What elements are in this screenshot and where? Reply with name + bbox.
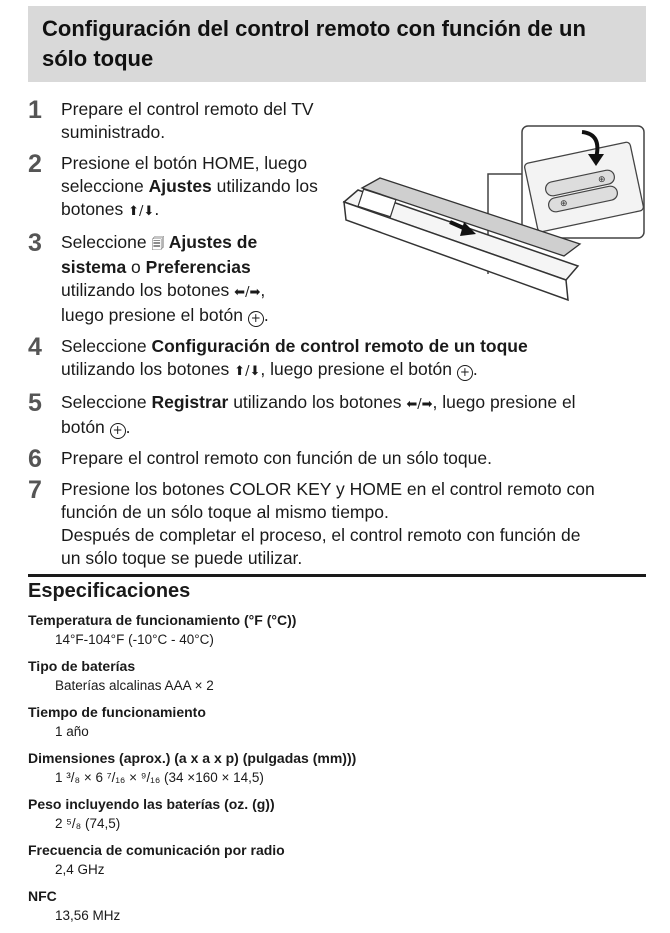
up-down-arrows-icon: ⬆/⬇	[234, 364, 261, 379]
step-text: seleccione Ajustes utilizando los	[61, 176, 318, 196]
step-number: 3	[28, 229, 42, 257]
step-text: sistema o Preferencias	[61, 257, 251, 277]
step-text: Seleccione 🗐 Ajustes de	[61, 232, 258, 252]
up-down-arrows-icon: ⬆/⬇	[128, 204, 155, 219]
step-text: Prepare el control remoto del TV	[61, 99, 314, 119]
step-text: un sólo toque se puede utilizar.	[61, 548, 303, 568]
step-text: luego presione el botón + .	[61, 305, 269, 325]
step-1	[28, 98, 648, 144]
enter-button-icon: +	[457, 365, 473, 381]
spec-item	[28, 748, 646, 788]
spec-label: Peso incluyendo las baterías (oz. (g))	[28, 796, 275, 812]
step-text: Prepare el control remoto con función de un sólo toque.	[61, 448, 492, 468]
step-7	[28, 478, 648, 570]
step-text: Seleccione Configuración de control remoto de un toque	[61, 336, 528, 356]
step-text: utilizando los botones ⬅/➡,	[61, 280, 266, 300]
spec-value: 13,56 MHz	[55, 908, 121, 923]
step-text: función de un sólo toque al mismo tiempo.	[61, 502, 389, 522]
spec-item	[28, 886, 646, 926]
specs-list	[28, 610, 646, 932]
spec-label: Temperatura de funcionamiento (°F (°C))	[28, 612, 297, 628]
spec-item	[28, 702, 646, 742]
spec-value: 1 ³/₈ × 6 ⁷/₁₆ × ⁹/₁₆ (34 ×160 × 14,5)	[55, 770, 264, 785]
enter-button-icon: +	[110, 423, 126, 439]
svg-text:⊕: ⊕	[598, 175, 606, 185]
step-5	[28, 391, 648, 439]
steps-list	[28, 98, 648, 570]
step-text: Seleccione Registrar utilizando los botones ⬅/➡, luego presione el	[61, 392, 576, 412]
settings-icon: 🗐	[151, 237, 165, 252]
spec-item	[28, 794, 646, 834]
left-right-arrows-icon: ⬅/➡	[406, 397, 433, 412]
step-number: 7	[28, 476, 42, 504]
svg-text:⊕: ⊕	[560, 199, 568, 209]
spec-item	[28, 656, 646, 696]
enter-button-icon: +	[248, 311, 264, 327]
specs-title: Especificaciones	[28, 580, 191, 602]
step-2	[28, 152, 648, 223]
spec-item	[28, 610, 646, 650]
spec-label: Frecuencia de comunicación por radio	[28, 842, 285, 858]
spec-label: Dimensiones (aprox.) (a x a x p) (pulgadas (mm)))	[28, 750, 357, 766]
step-text: Presione el botón HOME, luego	[61, 153, 308, 173]
step-number: 6	[28, 445, 42, 473]
step-6	[28, 445, 648, 473]
left-right-arrows-icon: ⬅/➡	[234, 285, 261, 300]
step-text: botones ⬆/⬇.	[61, 199, 160, 219]
divider	[28, 574, 646, 577]
step-text: Después de completar el proceso, el control remoto con función de	[61, 525, 581, 545]
step-text: suministrado.	[61, 122, 166, 142]
spec-label: Tiempo de funcionamiento	[28, 704, 206, 720]
step-text: utilizando los botones ⬆/⬇, luego presione el botón + .	[61, 359, 478, 379]
step-number: 1	[28, 96, 42, 124]
step-4	[28, 335, 648, 383]
spec-value: 2 ⁵/₈ (74,5)	[55, 816, 121, 831]
spec-value: Baterías alcalinas AAA × 2	[55, 678, 214, 693]
spec-value: 2,4 GHz	[55, 862, 105, 877]
spec-value: 14°F-104°F (-10°C - 40°C)	[55, 632, 214, 647]
step-number: 2	[28, 150, 42, 178]
spec-label: NFC	[28, 888, 57, 904]
spec-label: Tipo de baterías	[28, 658, 136, 674]
step-number: 4	[28, 333, 42, 361]
step-3	[28, 231, 648, 327]
section-header	[28, 6, 646, 82]
step-number: 5	[28, 389, 42, 417]
spec-value: 1 año	[55, 724, 89, 739]
step-text: botón + .	[61, 417, 131, 437]
step-text: Presione los botones COLOR KEY y HOME en el control remoto con	[61, 479, 595, 499]
page-title: Configuración del control remoto con función de un sólo toque	[42, 16, 586, 71]
spec-item	[28, 840, 646, 880]
